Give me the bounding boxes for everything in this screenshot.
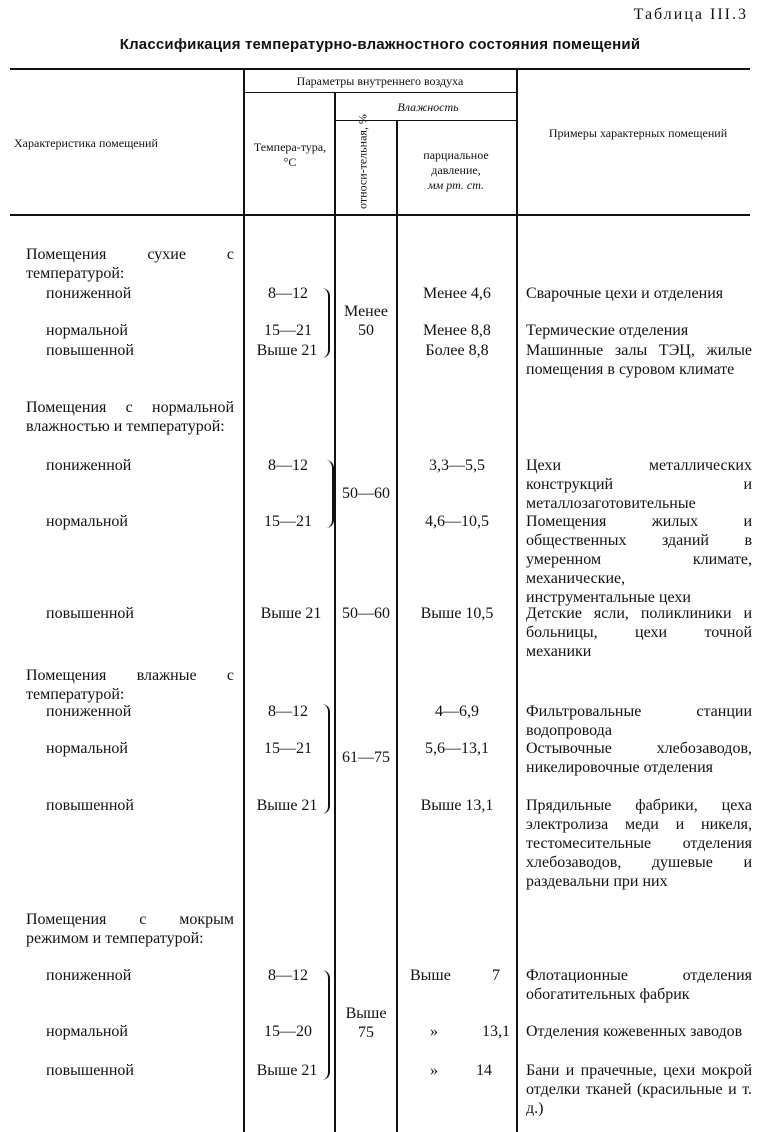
row-name: нормальной — [46, 322, 128, 339]
header-partial: парциальное давление, — [423, 148, 489, 177]
header-relative: относи-тельная, % — [355, 114, 370, 209]
group-humidity-wet: Выше 75 — [345, 1005, 387, 1041]
brace-dry — [322, 288, 330, 358]
table-caption: Классификация температурно-влажностного состояния помещений — [119, 36, 641, 53]
row-temp: 8—12 — [268, 285, 308, 302]
row-name: повышенной — [46, 1062, 134, 1079]
row-example: Детские ясли, поликлиники и больницы, цехи точной механики — [526, 605, 752, 660]
row-example: Сварочные цехи и отделения — [526, 285, 724, 302]
brace-humid — [322, 704, 330, 814]
row-name: повышенной — [46, 605, 134, 622]
row-partial-mark: » — [430, 1062, 438, 1079]
row-name: пониженной — [46, 703, 132, 720]
header-partial-units: мм рт. ст. — [427, 178, 485, 192]
row-name: нормальной — [46, 513, 128, 530]
header-temperature: Темпера-тура, °С — [253, 140, 327, 169]
col-line-4 — [516, 68, 518, 1132]
col-line-3 — [396, 121, 398, 1132]
row-partial: 7 — [492, 967, 500, 984]
row-name: нормальной — [46, 1023, 128, 1040]
row-example: Остывочные хлебозаводов, никелировочные отделения — [526, 740, 752, 776]
row-example: Фильтровальные станции водопровода — [526, 703, 752, 739]
brace-normal — [326, 460, 334, 528]
params-rule — [244, 92, 516, 93]
row-name: пониженной — [46, 285, 132, 302]
row-partial: Более 8,8 — [425, 342, 489, 359]
row-partial: Выше 10,5 — [420, 605, 494, 622]
group-title-humid: Помещения влажные с температурой: — [26, 667, 234, 703]
row-temp: Выше 21 — [256, 1062, 318, 1079]
row-temp: 8—12 — [268, 967, 308, 984]
row-example: Прядильные фабрики, цеха электролиза меди и никеля, тестомесительные отделения хлебозаводов, душевые и раздевальни при них — [526, 797, 752, 890]
row-partial: 14 — [476, 1062, 492, 1079]
row-name: повышенной — [46, 342, 134, 359]
row-temp: 15—21 — [264, 513, 312, 530]
header-characteristic: Характеристика помещений — [14, 136, 158, 150]
row-partial: Менее 4,6 — [423, 285, 491, 302]
header-bottom-rule — [10, 214, 750, 216]
row-name: повышенной — [46, 797, 134, 814]
row-example: Флотационные отделения обогатительных фабрик — [526, 967, 752, 1003]
row-partial: 13,1 — [482, 1023, 510, 1040]
header-humidity-group: Влажность — [397, 100, 459, 114]
row-name: пониженной — [46, 967, 132, 984]
group-humidity-dry: Менее 50 — [344, 303, 388, 339]
row-partial: 4,6—10,5 — [425, 513, 489, 530]
top-rule — [10, 68, 750, 70]
header-params-group: Параметры внутреннего воздуха — [296, 74, 464, 88]
row-example: Цехи металлических конструкций и металлозаготовительные — [526, 457, 752, 512]
row-example: Термические отделения — [526, 322, 689, 339]
row-partial: 5,6—13,1 — [425, 740, 489, 757]
row-temp: 15—20 — [264, 1023, 312, 1040]
row-temp: Выше 21 — [256, 797, 318, 814]
group-humidity-normal: 50—60 — [342, 485, 390, 502]
row-humidity: 50—60 — [342, 605, 390, 622]
row-example: Бани и прачечные, цехи мокрой отделки тканей (красильные и т. д.) — [526, 1062, 752, 1117]
group-title-normal: Помещения с нормальной влажностью и температурой: — [26, 399, 234, 435]
group-title-wet: Помещения с мокрым режимом и температурой: — [26, 911, 234, 947]
row-temp: Выше 21 — [260, 605, 322, 622]
row-partial-mark: Выше — [410, 967, 451, 984]
row-temp: 8—12 — [268, 457, 308, 474]
row-partial: Менее 8,8 — [423, 322, 491, 339]
row-partial: Выше 13,1 — [420, 797, 494, 814]
row-temp: 15—21 — [264, 322, 312, 339]
row-example: Отделения кожевенных заводов — [526, 1023, 743, 1040]
row-partial: 4—6,9 — [435, 703, 479, 720]
row-partial: 3,3—5,5 — [429, 457, 485, 474]
row-partial-mark: » — [430, 1023, 438, 1040]
group-title-dry: Помещения сухие с температурой: — [26, 246, 234, 282]
row-temp: 15—21 — [264, 740, 312, 757]
header-examples: Примеры характерных помещений — [548, 126, 728, 140]
row-name: нормальной — [46, 740, 128, 757]
row-name: пониженной — [46, 457, 132, 474]
table-number: Таблица III.3 — [633, 6, 748, 23]
row-temp: Выше 21 — [256, 342, 318, 359]
row-example: Помещения жилых и общественных зданий в умеренном климате, механические, инструментальные цехи — [526, 513, 752, 606]
brace-wet — [322, 970, 330, 1080]
col-line-1 — [243, 68, 245, 1132]
row-temp: 8—12 — [268, 703, 308, 720]
group-humidity-humid: 61—75 — [342, 749, 390, 766]
row-example: Машинные залы ТЭЦ, жилые помещения в суровом климате — [526, 342, 752, 378]
